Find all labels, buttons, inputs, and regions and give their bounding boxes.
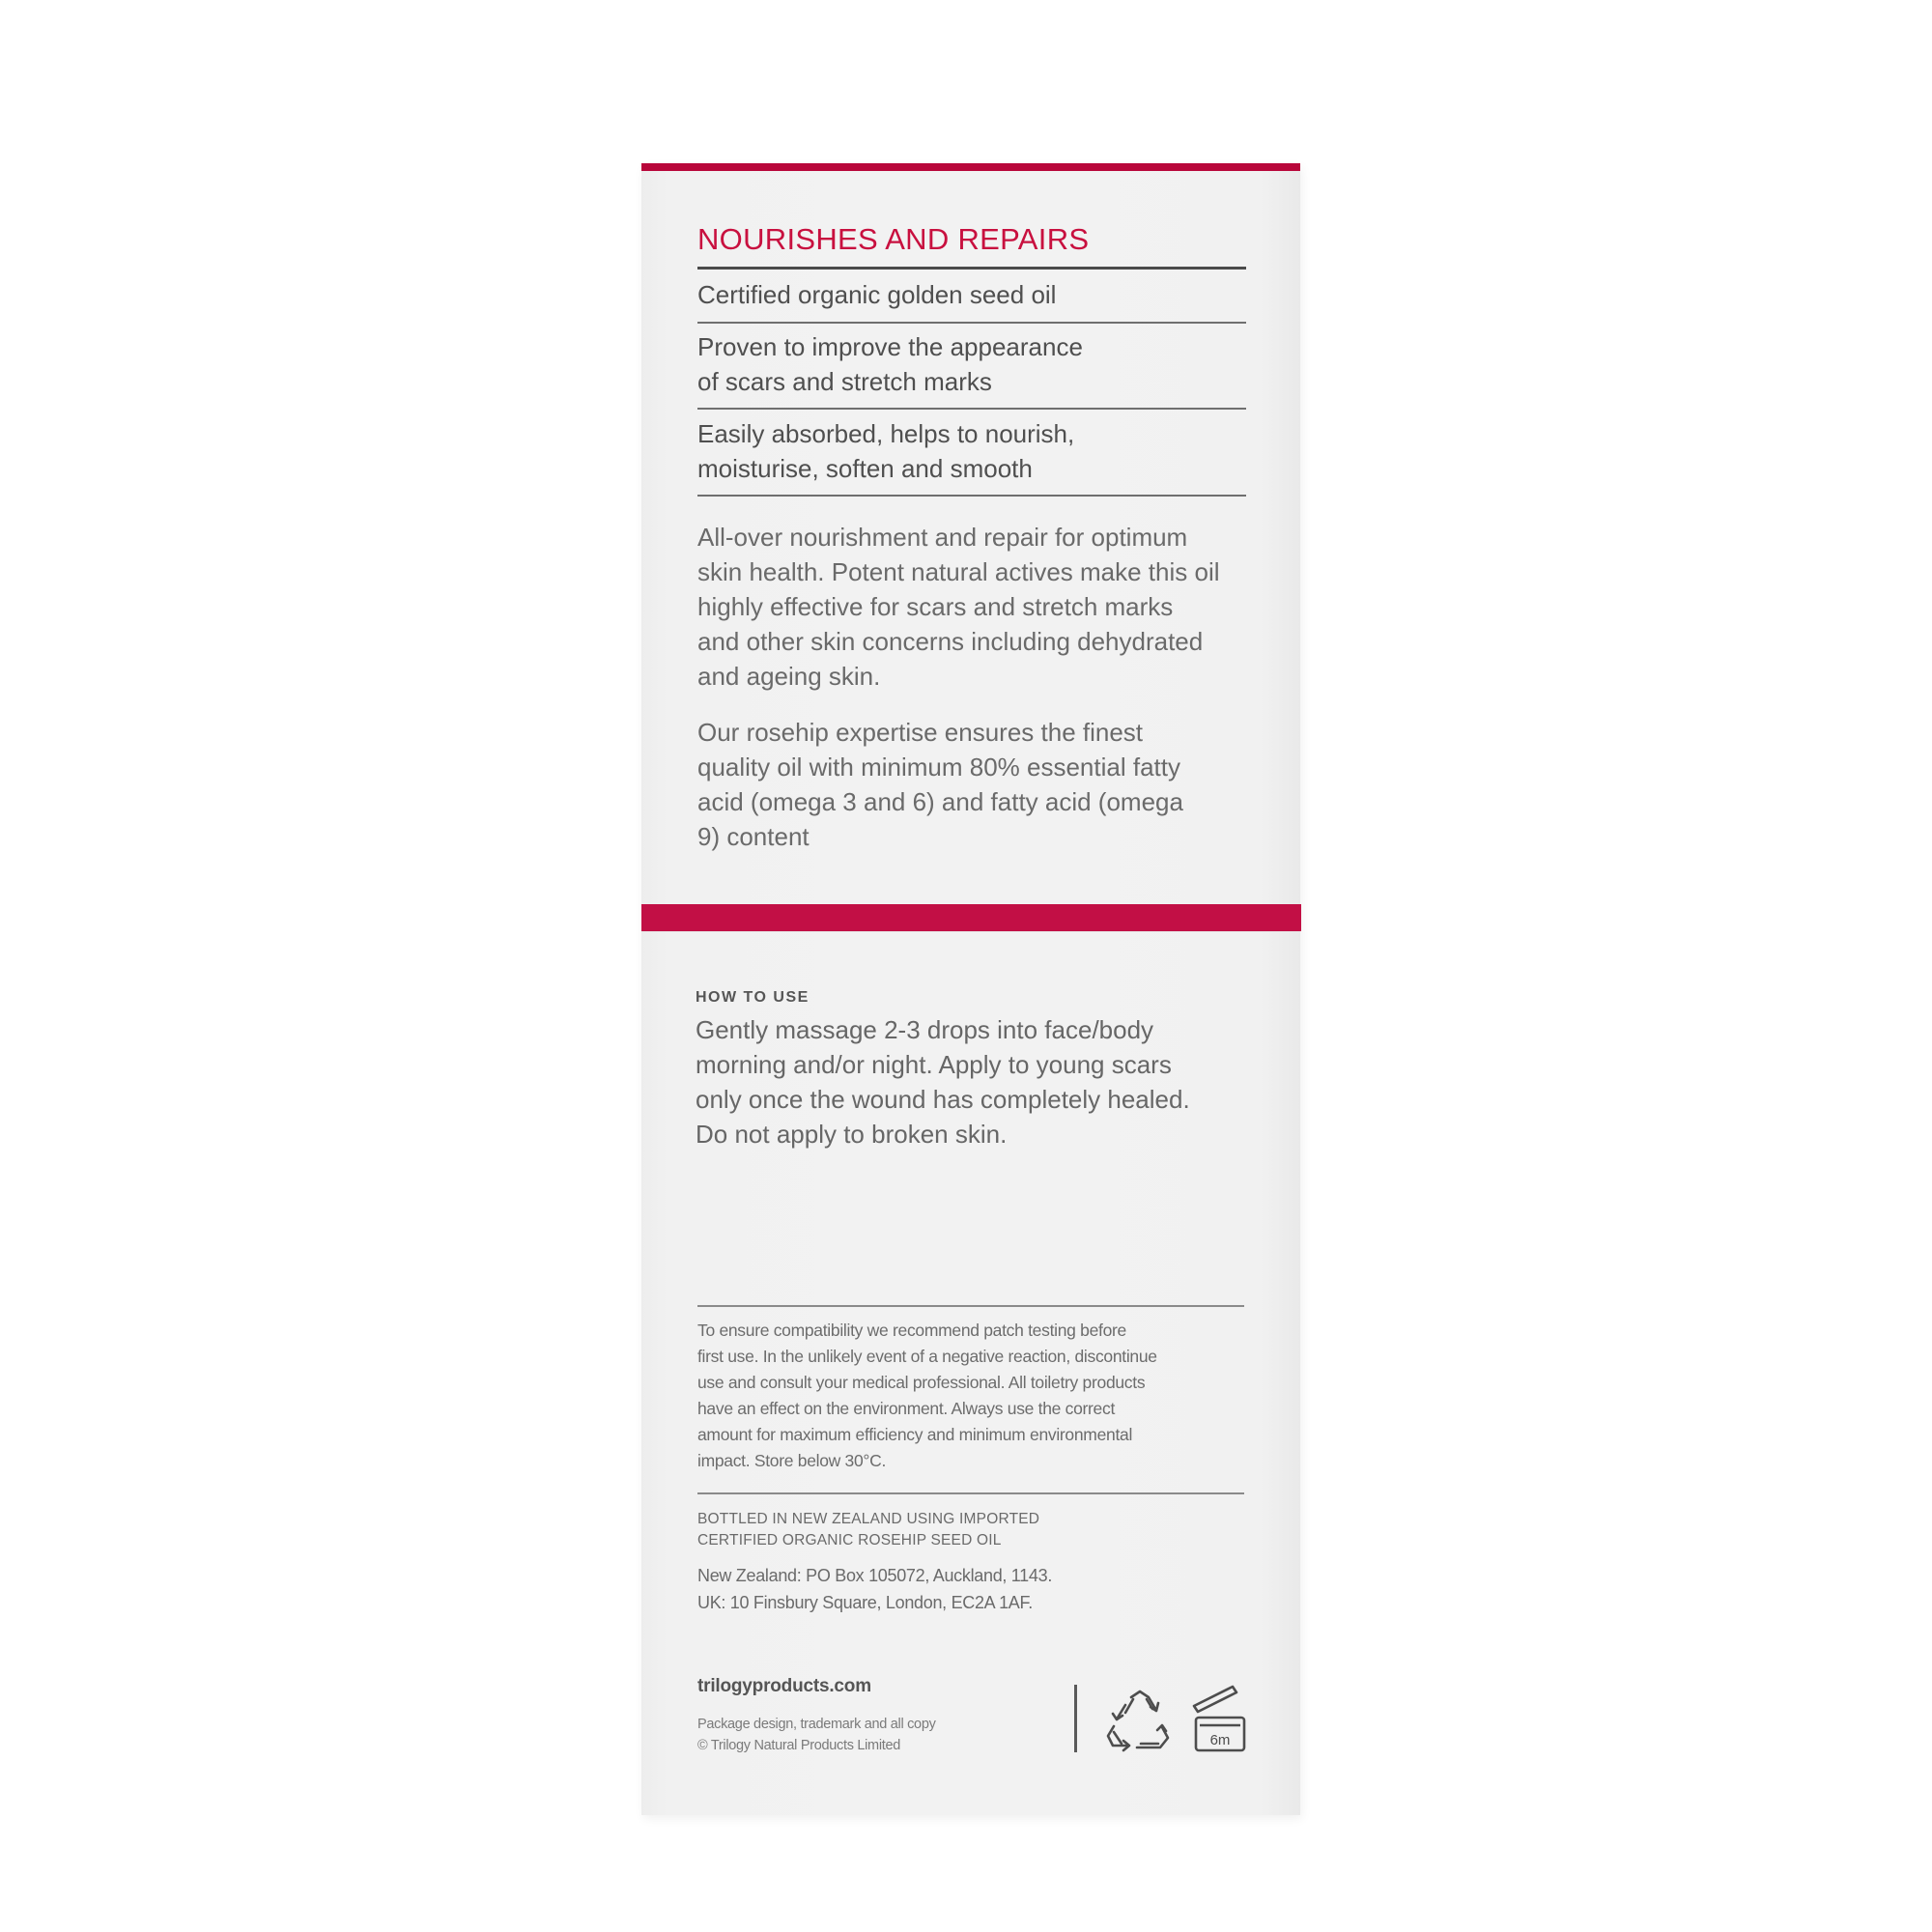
website-url: trilogyproducts.com [697, 1676, 871, 1696]
copyright-text: Package design, trademark and all copy © Trilogy Natural Products Limited [697, 1717, 936, 1753]
feature-item: Proven to improve the appearance of scars and stretch marks [697, 332, 1083, 396]
feature-divider [697, 408, 1246, 410]
caution-divider [697, 1305, 1244, 1307]
product-description: All-over nourishment and repair for optimum skin health. Potent natural actives make this oil highly effective for scars and stretch marks and other skin concerns including dehydrated and ageing skin. [697, 523, 1220, 691]
caution-text: To ensure compatibility we recommend patch testing before first use. In the unlikely event of a negative reaction, discontinue use and consult your medical professional. All toiletry products have an effect on the environment. Always use the correct amount for maximum efficiency and minimum environmental impact. Store below 30°C. [697, 1321, 1157, 1470]
rosehip-expertise-text: Our rosehip expertise ensures the finest quality oil with minimum 80% essential fatty acid (omega 3 and 6) and fatty acid (omega 9) content [697, 718, 1183, 851]
box-top-edge [641, 163, 1300, 171]
feature-item: Easily absorbed, helps to nourish, moisturise, soften and smooth [697, 419, 1075, 483]
company-address: New Zealand: PO Box 105072, Auckland, 1143. UK: 10 Finsbury Square, London, EC2A 1AF. [697, 1566, 1053, 1612]
bottled-origin-text: BOTTLED IN NEW ZEALAND USING IMPORTED CERTIFIED ORGANIC ROSEHIP SEED OIL [697, 1511, 1040, 1548]
feature-divider [697, 322, 1246, 324]
accent-band [641, 904, 1301, 931]
benefits-heading: NOURISHES AND REPAIRS [697, 222, 1090, 256]
heading-divider [697, 267, 1246, 270]
origin-divider [697, 1492, 1244, 1494]
recycle-icon [1102, 1688, 1178, 1757]
pao-label: 6m [1209, 1732, 1231, 1748]
feature-item: Certified organic golden seed oil [697, 280, 1057, 309]
period-after-opening-icon [1188, 1681, 1248, 1754]
feature-divider [697, 495, 1246, 497]
product-box-back-panel [641, 163, 1300, 1815]
icon-divider [1074, 1685, 1077, 1752]
how-to-use-title: HOW TO USE [696, 989, 810, 1006]
panel-seam [641, 931, 1300, 932]
how-to-use-text: Gently massage 2-3 drops into face/body morning and/or night. Apply to young scars only once the wound has completely healed. Do not apply to broken skin. [696, 1015, 1190, 1149]
